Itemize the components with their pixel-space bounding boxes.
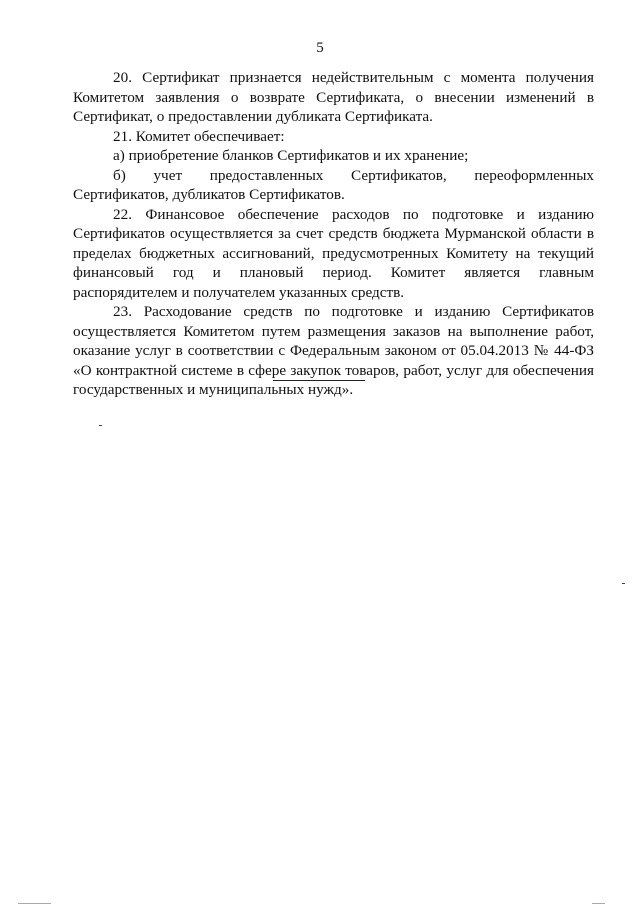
scan-speck: [622, 583, 625, 584]
scan-edge-mark: [18, 903, 51, 904]
page-number: 5: [316, 40, 324, 56]
scan-edge-mark: [592, 903, 605, 904]
paragraph-23: 23. Расходование средств по подготовке и изданию Сертификатов осуществляется Комитетом путем размещения заказов на выполнение работ, оказание услуг в соответствии с Федеральным законом от 05.04.2013 № 44-ФЗ «О контрактной системе в сфере закупок товаров, работ, услуг для обеспечения государственных и муниципальных нужд».: [73, 303, 594, 398]
paragraph-22: 22. Финансовое обеспечение расходов по подготовке и изданию Сертификатов осуществляется за счет средств бюджета Мурманской области в пределах бюджетных ассигнований, предусмотренных Комитету на текущий финансовый год и плановый период. Комитет является главным распорядителем и получателем указанных средств.: [73, 205, 594, 301]
paragraph-21-a: а) приобретение бланков Сертификатов и их хранение;: [113, 147, 469, 164]
paragraph-21-b: б) учет предоставленных Сертификатов, переоформленных Сертификатов, дубликатов Сертификатов.: [73, 166, 594, 203]
paragraph-21: 21. Комитет обеспечивает:: [113, 127, 285, 145]
document-body: [73, 68, 594, 400]
paragraph-20: 20. Сертификат признается недействительным с момента получения Комитетом заявления о возврате Сертификата, о внесении изменений в Сертификат, о предоставлении дубликата Сертификата.: [73, 69, 594, 125]
scan-speck: [99, 425, 102, 426]
end-separator-line: [273, 380, 365, 381]
